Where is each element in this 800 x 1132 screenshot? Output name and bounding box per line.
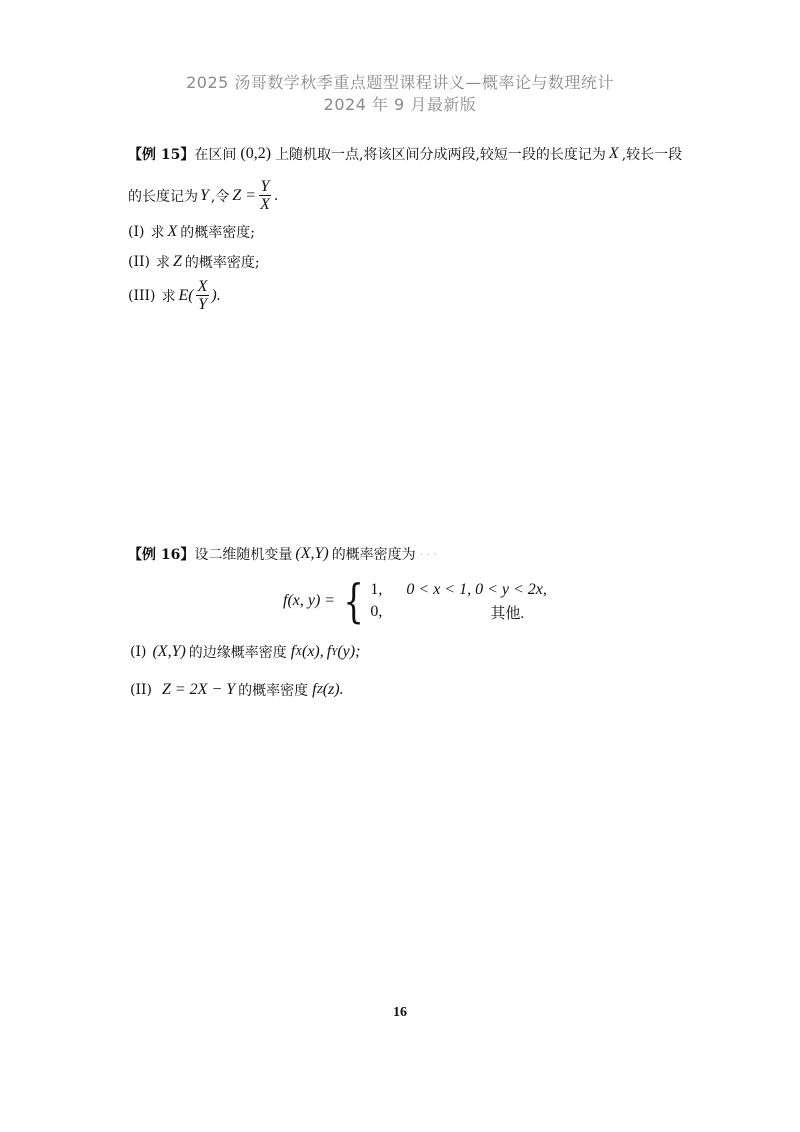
text: ,较长一段 <box>621 147 683 163</box>
case-value: 1, <box>370 581 383 598</box>
text: 上随机取一点,将该区间分成两段,较短一段的长度记为 <box>275 147 606 163</box>
frac-den: X <box>260 196 270 213</box>
var: X <box>167 223 178 240</box>
pair: (X,Y) <box>152 643 186 660</box>
pair: (X,Y) <box>295 545 329 562</box>
text: 的长度记为 <box>128 188 198 205</box>
expectation: E( <box>178 286 194 304</box>
piecewise-density <box>283 574 547 628</box>
fy-sub: Y <box>331 646 338 658</box>
header-title: 2025 汤哥数学秋季重点题型课程讲义—概率论与数理统计 <box>186 73 614 92</box>
q-label: (III) <box>128 287 156 304</box>
case-1 <box>370 579 547 601</box>
fz-sub: Z <box>316 684 323 696</box>
case-condition: 0 < x < 1, 0 < y < 2x, <box>406 581 547 598</box>
q-label: (I) <box>128 224 145 240</box>
text: 的概率密度 <box>238 683 309 699</box>
fx: f <box>290 643 296 660</box>
interval: (0,2) <box>240 145 272 162</box>
text: 求 <box>150 225 165 241</box>
example16-line1 <box>128 544 437 564</box>
frac-den: Y <box>198 296 207 313</box>
q-label: (II) <box>128 254 150 270</box>
text: 的概率密度为 <box>331 547 416 563</box>
text: ). <box>211 286 221 304</box>
fy: f <box>326 643 332 660</box>
text: 设二维随机变量 <box>194 547 293 563</box>
example15-tag: 【例 15】 <box>128 147 195 163</box>
var: Z <box>172 253 182 270</box>
text: 的边缘概率密度 <box>188 645 287 661</box>
case-value: 0, <box>370 603 383 620</box>
text: 求 <box>155 255 170 271</box>
fraction-x-over-y <box>196 278 210 313</box>
text: 求 <box>161 288 176 305</box>
brace: { <box>343 574 364 628</box>
text: 在区间 <box>194 147 237 163</box>
page-number: 16 <box>393 1005 407 1020</box>
var-x: X <box>608 145 619 162</box>
example15-line2 <box>128 178 278 213</box>
fx-arg: (x), <box>301 643 324 660</box>
example15-line1 <box>128 144 682 164</box>
example16-q2 <box>130 680 344 700</box>
example15-q2 <box>128 252 260 272</box>
text: 的概率密度; <box>180 225 255 241</box>
text: · · · <box>419 547 438 561</box>
fxy-label: f(x, y) = <box>283 592 336 609</box>
case-2 <box>370 601 547 623</box>
text: . <box>273 187 279 204</box>
fy-arg: (y); <box>337 643 361 660</box>
cases <box>370 579 547 623</box>
example16-q1 <box>130 642 360 662</box>
example15-q3 <box>128 278 221 313</box>
frac-num: X <box>197 278 208 295</box>
var-y: Y <box>200 186 209 204</box>
header-date: 2024 年 9 月最新版 <box>323 95 477 114</box>
example16-tag: 【例 16】 <box>128 547 195 563</box>
text: ,令 <box>210 188 230 205</box>
frac-num: Y <box>260 178 270 195</box>
q-label: (I) <box>130 644 147 660</box>
q-label: (II) <box>130 682 152 698</box>
fz-arg: (z). <box>322 681 344 698</box>
text: 的概率密度; <box>184 255 260 271</box>
fraction-y-over-x <box>258 178 272 213</box>
case-condition: 其他. <box>490 605 525 622</box>
fz: f <box>312 681 317 698</box>
z-eq: Z = <box>232 186 257 204</box>
z-equation: Z = 2X − Y <box>161 681 236 698</box>
example15-q1 <box>128 222 255 242</box>
fx-sub: X <box>295 646 302 658</box>
